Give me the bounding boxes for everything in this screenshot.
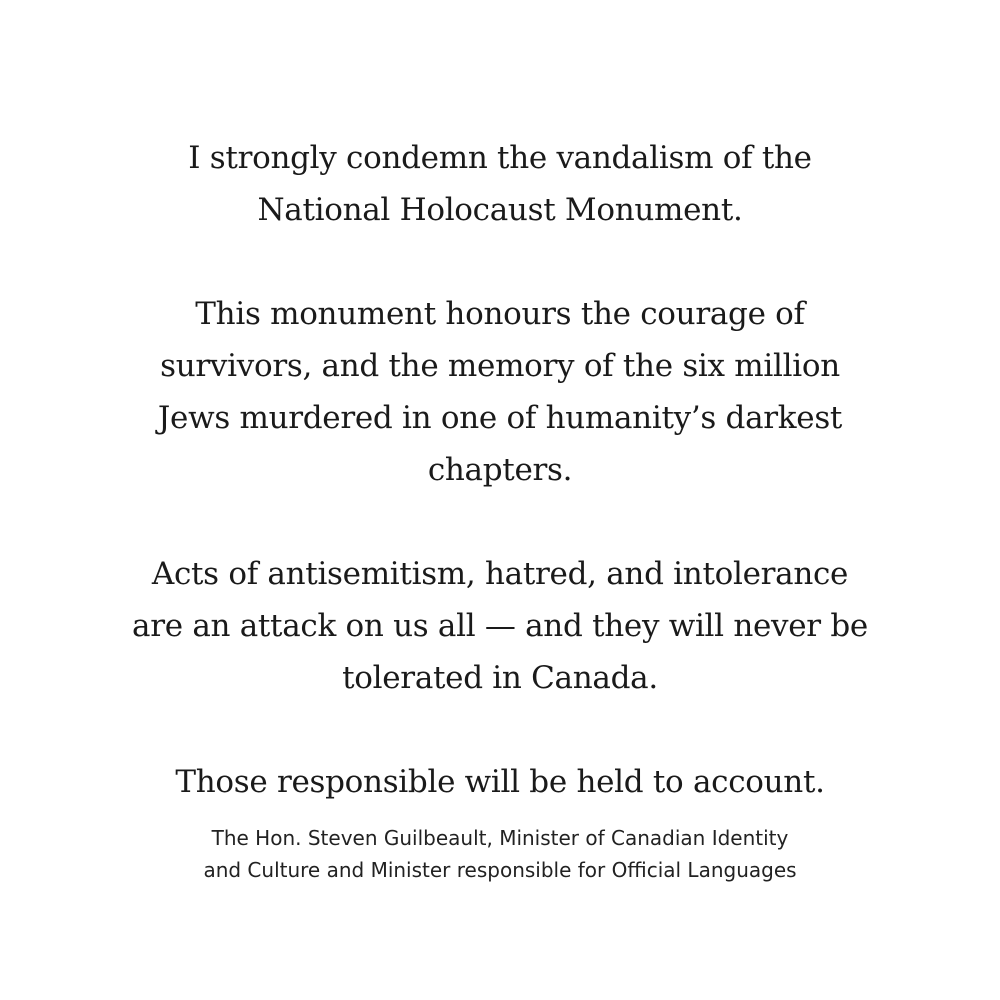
- statement-paragraph-antisemitism: Acts of antisemitism, hatred, and intolerance are an attack on us all — and they will never be tolerated in Canada.: [132, 556, 868, 696]
- paragraph-spacer: [60, 704, 940, 756]
- paragraph-spacer: [60, 236, 940, 288]
- attribution-text: The Hon. Steven Guilbeault, Minister of Canadian Identity and Culture and Minister responsible for Official Languages: [203, 826, 797, 882]
- statement-paragraph-accountability: Those responsible will be held to account.: [175, 764, 825, 800]
- statement-body: [60, 132, 940, 808]
- statement-paragraph-condemnation: I strongly condemn the vandalism of the National Holocaust Monument.: [188, 140, 812, 228]
- statement-paragraph-monument: This monument honours the courage of survivors, and the memory of the six million Jews murdered in one of humanity’s darkest chapters.: [157, 296, 843, 488]
- paragraph-spacer: [60, 496, 940, 548]
